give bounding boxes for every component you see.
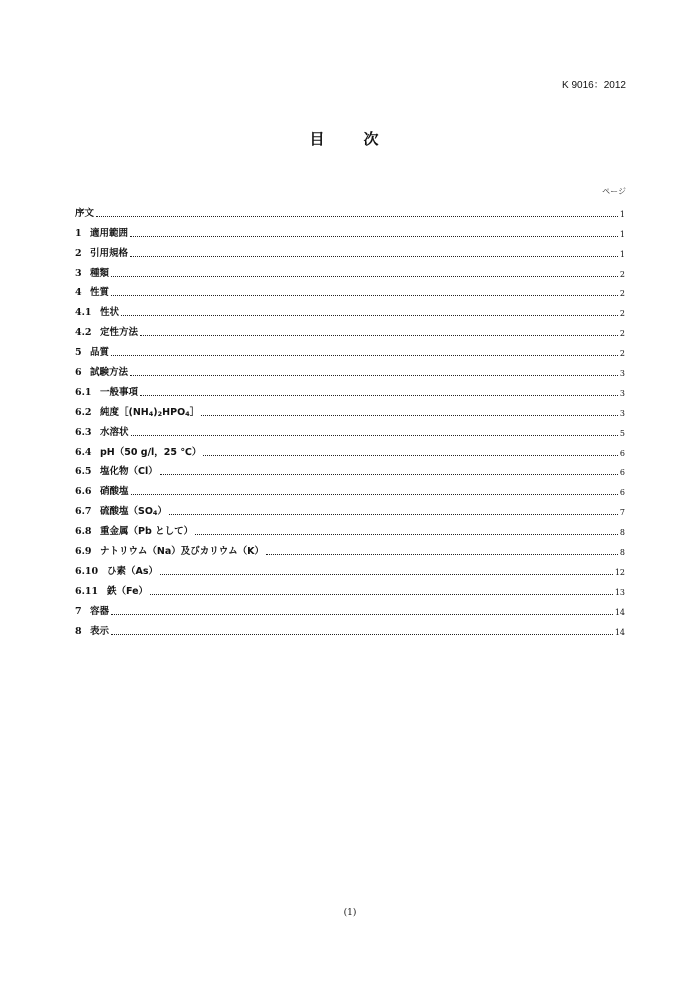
toc-entry[interactable]	[75, 338, 625, 358]
toc-entry-title: 定性方法	[100, 327, 139, 339]
toc-entry-number: 6.11	[75, 585, 99, 597]
toc-entry-number: 6.7	[75, 506, 92, 518]
toc-leader-dots	[140, 395, 618, 396]
toc-leader-dots	[130, 256, 618, 257]
toc-entry-number: 6.5	[75, 466, 92, 478]
toc-entry[interactable]	[75, 358, 625, 378]
toc-entry-page: 14	[614, 627, 625, 637]
toc-leader-dots	[111, 634, 613, 635]
toc-entry-number: 5	[75, 347, 82, 359]
toc-leader-dots	[111, 295, 618, 296]
toc-entry-page: 5	[619, 428, 625, 438]
toc-entry-number: 6.3	[75, 426, 92, 438]
toc-entry-title: 序文	[75, 207, 95, 219]
toc-entry-title: 容器	[90, 605, 110, 617]
toc-entry-title: 試験方法	[90, 367, 129, 379]
toc-entry-page: 1	[619, 229, 625, 239]
toc-leader-dots	[130, 236, 618, 237]
toc-entry-number: 8	[75, 625, 82, 637]
toc-entry-title: 硫酸塩$(SO_4)$	[100, 506, 167, 518]
toc-entry-number: 6	[75, 367, 82, 379]
toc-entry[interactable]	[75, 497, 625, 517]
toc-entry-title: 品質	[90, 347, 110, 359]
toc-entry[interactable]	[75, 597, 625, 617]
toc-entry-title: ナトリウム（Na）及びカリウム（K）	[100, 546, 265, 558]
toc-entry-page: 6	[619, 468, 625, 478]
toc-entry-number: 6.8	[75, 526, 92, 538]
toc-leader-dots	[150, 594, 613, 595]
toc-entry-number: 6.4	[75, 446, 92, 458]
toc-entry-title: ひ素（As）	[107, 565, 159, 577]
toc-leader-dots	[131, 435, 618, 436]
toc-leader-dots	[111, 276, 618, 277]
toc-entry-page: 6	[619, 448, 625, 458]
toc-entry-page: 14	[614, 607, 625, 617]
document-id: K 9016：2012	[562, 80, 626, 91]
toc-entry[interactable]	[75, 298, 625, 318]
toc-entry[interactable]	[75, 279, 625, 299]
toc-leader-dots	[131, 494, 618, 495]
toc-entry-number: 7	[75, 605, 82, 617]
toc-entry[interactable]	[75, 577, 625, 597]
toc-entry[interactable]	[75, 617, 625, 637]
toc-entry-title: pH（50 g/l，25 ℃）	[100, 446, 202, 458]
toc-entry-number: 4	[75, 287, 82, 299]
toc-entry[interactable]	[75, 477, 625, 497]
toc-entry-title: 引用規格	[90, 247, 129, 259]
toc-entry[interactable]	[75, 557, 625, 577]
page-title: 目 次	[309, 130, 391, 148]
toc-entry[interactable]	[75, 537, 625, 557]
toc-leader-dots	[130, 375, 618, 376]
table-of-contents	[75, 199, 625, 637]
toc-leader-dots	[169, 514, 618, 515]
toc-entry-number: 6.1	[75, 386, 92, 398]
toc-entry-number: 4.2	[75, 327, 92, 339]
toc-entry-title: 重金属（Pb として）	[100, 526, 194, 538]
toc-entry[interactable]	[75, 219, 625, 239]
toc-entry[interactable]	[75, 259, 625, 279]
toc-entry-page: 3	[619, 388, 625, 398]
toc-leader-dots	[140, 335, 618, 336]
toc-leader-dots	[96, 216, 618, 217]
toc-entry[interactable]	[75, 378, 625, 398]
toc-leader-dots	[201, 415, 618, 416]
toc-leader-dots	[195, 534, 618, 535]
page-column-label: ページ	[602, 187, 626, 196]
toc-entry-page: 6	[619, 488, 625, 498]
toc-entry-number: 4.1	[75, 307, 92, 319]
toc-entry-page: 13	[614, 587, 625, 597]
toc-entry-title: 水溶状	[100, 426, 129, 438]
toc-entry[interactable]	[75, 398, 625, 418]
toc-entry-number: 2	[75, 247, 82, 259]
toc-entry-number: 6.6	[75, 486, 92, 498]
toc-entry-page: 8	[619, 528, 625, 538]
toc-entry[interactable]	[75, 318, 625, 338]
toc-leader-dots	[111, 355, 618, 356]
toc-entry-number: 6.10	[75, 565, 99, 577]
toc-entry-page: 2	[619, 269, 625, 279]
toc-entry-title: 性状	[100, 307, 120, 319]
toc-entry-page: 8	[619, 548, 625, 558]
toc-entry[interactable]	[75, 418, 625, 438]
toc-entry[interactable]	[75, 458, 625, 478]
toc-entry-number: 6.9	[75, 546, 92, 558]
toc-entry-title: 一般事項	[100, 386, 139, 398]
toc-leader-dots	[160, 474, 618, 475]
toc-entry-page: 2	[619, 329, 625, 339]
toc-entry-page: 2	[619, 289, 625, 299]
toc-entry[interactable]	[75, 199, 625, 219]
toc-entry[interactable]	[75, 517, 625, 537]
toc-entry-title: 適用範囲	[90, 227, 129, 239]
toc-entry-page: 1	[619, 209, 625, 219]
toc-entry-title: 表示	[90, 625, 110, 637]
toc-entry[interactable]	[75, 438, 625, 458]
toc-entry-title: 鉄（Fe）	[107, 585, 149, 597]
toc-entry[interactable]	[75, 239, 625, 259]
toc-entry-page: 2	[619, 309, 625, 319]
toc-leader-dots	[111, 614, 613, 615]
toc-leader-dots	[203, 455, 618, 456]
toc-leader-dots	[121, 315, 618, 316]
toc-entry-title: 硝酸塩	[100, 486, 129, 498]
toc-entry-page: 1	[619, 249, 625, 259]
toc-leader-dots	[160, 574, 613, 575]
toc-entry-page: 2	[619, 349, 625, 359]
toc-entry-title: 塩化物（Cl）	[100, 466, 158, 478]
toc-entry-page: 7	[619, 508, 625, 518]
toc-entry-title: 性質	[90, 287, 110, 299]
toc-entry-number: 6.2	[75, 406, 92, 418]
toc-entry-title: 種類	[90, 267, 110, 279]
toc-entry-page: 3	[619, 408, 625, 418]
toc-entry-number: 1	[75, 227, 82, 239]
toc-entry-page: 12	[614, 567, 625, 577]
footer-page-number: (1)	[343, 908, 357, 918]
toc-entry-number: 3	[75, 267, 82, 279]
toc-entry-title: 純度$[(NH_4)_2HPO_4]$	[100, 406, 200, 418]
toc-entry-page: 3	[619, 369, 625, 379]
toc-leader-dots	[266, 554, 618, 555]
